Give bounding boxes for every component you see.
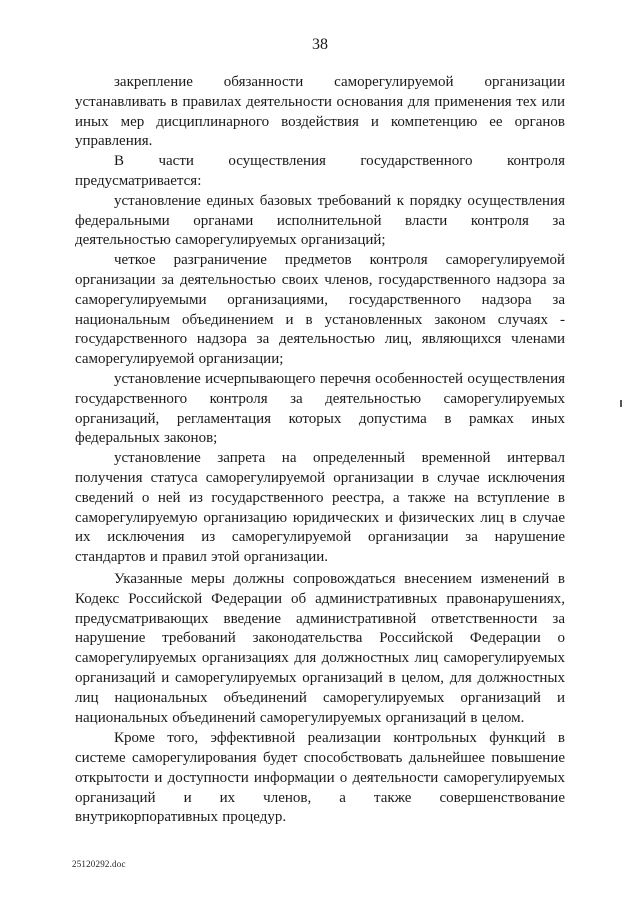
paragraph-state-control-intro: В части осуществления государственного контроля предусматривается:	[75, 153, 565, 189]
paragraph-administrative-code: Указанные меры должны сопровождаться внесением изменений в Кодекс Российской Федерации об административных правонарушениях, предусматривающих введение административной ответственности за нарушение требований законодательства Российской Федерации о саморегулируемых организациях для должностных лиц саморегулируемых организаций и саморегулируемых организаций в целом, для должностных лиц национальных объединений саморегулируемых организаций и национальных объединений саморегулируемых организаций в целом.	[75, 570, 565, 726]
page-number: 38	[312, 36, 328, 53]
margin-mark	[620, 400, 622, 407]
paragraph-transparency: Кроме того, эффективной реализации контрольных функций в системе саморегулирования будет способствовать дальнейшее повышение открытости и доступности информации о деятельности саморегулируемых организаций и их членов, а также совершенствование внутрикорпоративных процедур.	[75, 730, 565, 826]
paragraph-control-delimitation: четкое разграничение предметов контроля саморегулируемой организации за деятельностью своих членов, государственного надзора за саморегулируемыми организациями, государственного надзора за национальным объединением и в установленных законом случаях - государственного надзора за деятельностью лиц, являющихся членами саморегулируемой организации;	[75, 252, 565, 368]
paragraph-status-ban: установление запрета на определенный временной интервал получения статуса саморегулируемой организации в случае исключения сведений о ней из государственного реестра, а также на вступление в саморегулируемую организацию юридических и физических лиц в случае их исключения из саморегулируемой организации за нарушение стандартов и правил этой организации.	[75, 450, 565, 566]
paragraph-obligation-rules: закрепление обязанности саморегулируемой организации устанавливать в правилах деятельности основания для применения тех или иных мер дисциплинарного воздействия и компетенцию ее органов управления.	[75, 74, 565, 150]
document-body	[75, 73, 565, 828]
paragraph-uniform-requirements: установление единых базовых требований к порядку осуществления федеральными органами исполнительной власти контроля за деятельностью саморегулируемых организаций;	[75, 192, 565, 249]
paragraph-exhaustive-list: установление исчерпывающего перечня особенностей осуществления государственного контроля за деятельностью саморегулируемых организаций, регламентация которых допустима в рамках иных федеральных законов;	[75, 370, 565, 447]
footer-filename: 25120292.doc	[72, 859, 126, 869]
